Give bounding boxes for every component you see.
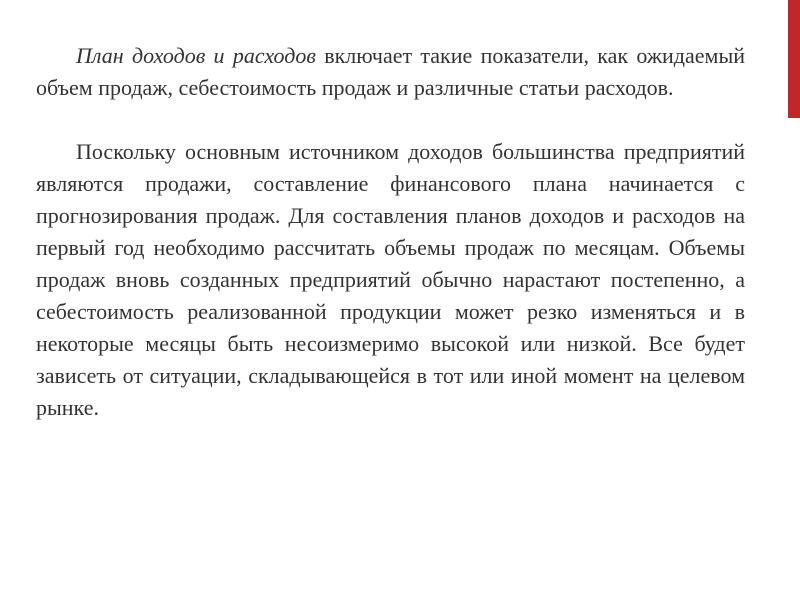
paragraph-text: включает такие показатели, как ожидаемый объем продаж, себестоимость продаж и различные статьи расходов. xyxy=(36,43,745,100)
slide-body xyxy=(36,40,745,424)
emphasized-term: План доходов и расходов xyxy=(76,43,316,68)
paragraph-income-expense-plan xyxy=(36,40,745,104)
paragraph-sales-forecast: Поскольку основным источником доходов большинства предприятий являются продажи, составление финансового плана начинается с прогнозирования продаж. Для составления планов доходов и расходов на первый год необходимо рассчитать объемы продаж по месяцам. Объемы продаж вновь созданных предприятий обычно нарастают постепенно, а себестоимость реализованной продукции может резко изменяться и в некоторые месяцы быть несоизмеримо высокой или низкой. Все будет зависеть от ситуации, складывающейся в тот или иной момент на целевом рынке. xyxy=(36,139,745,420)
accent-bar xyxy=(788,0,800,118)
